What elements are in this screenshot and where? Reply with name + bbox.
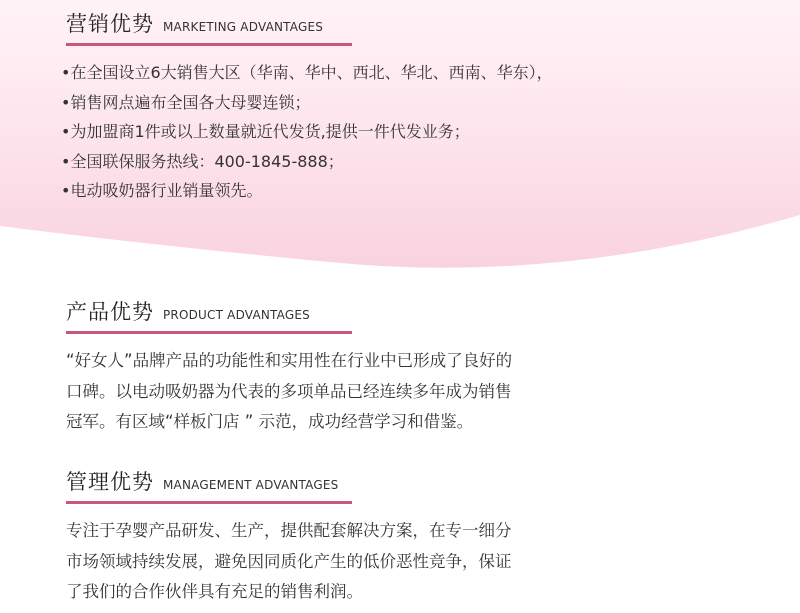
management-subtitle: MANAGEMENT ADVANTAGES (163, 478, 339, 492)
marketing-section (61, 8, 766, 206)
management-divider (66, 501, 352, 504)
management-title: 管理优势 (66, 470, 154, 494)
list-item: •在全国设立6大销售大区（华南、华中、西北、华北、西南、华东）， (61, 63, 553, 82)
product-paragraph (66, 346, 626, 438)
marketing-subtitle: MARKETING ADVANTAGES (163, 20, 324, 34)
management-paragraph (66, 516, 626, 608)
marketing-divider (66, 43, 352, 46)
marketing-heading (66, 8, 766, 40)
marketing-list (61, 58, 766, 206)
product-section (66, 296, 766, 438)
product-heading (66, 296, 766, 328)
paragraph-line: 口碑。以电动吸奶器为代表的多项单品已经连续多年成为销售 (66, 381, 512, 401)
list-item: •为加盟商1件或以上数量就近代发货,提供一件代发业务； (61, 122, 470, 141)
paragraph-line: 冠军。有区域“样板门店 ” 示范，成功经营学习和借鉴。 (66, 412, 474, 431)
paragraph-line: 了我们的合作伙伴具有充足的销售利润。 (66, 582, 363, 601)
list-item: •销售网点遍布全国各大母婴连锁； (61, 92, 311, 112)
product-divider (66, 331, 352, 334)
list-item: •电动吸奶器行业销量领先。 (61, 181, 263, 200)
paragraph-line: “好女人”品牌产品的功能性和实用性在行业中已形成了良好的 (66, 351, 513, 370)
marketing-title: 营销优势 (66, 12, 154, 36)
management-heading (66, 466, 766, 498)
paragraph-line: 市场领域持续发展，避免因同质化产生的低价恶性竞争，保证 (66, 551, 512, 571)
product-title: 产品优势 (66, 300, 154, 324)
paragraph-line: 专注于孕婴产品研发、生产，提供配套解决方案，在专一细分 (66, 521, 512, 540)
management-section (66, 466, 766, 608)
product-subtitle: PRODUCT ADVANTAGES (163, 308, 310, 322)
list-item: •全国联保服务热线：400-1845-888； (61, 151, 344, 171)
